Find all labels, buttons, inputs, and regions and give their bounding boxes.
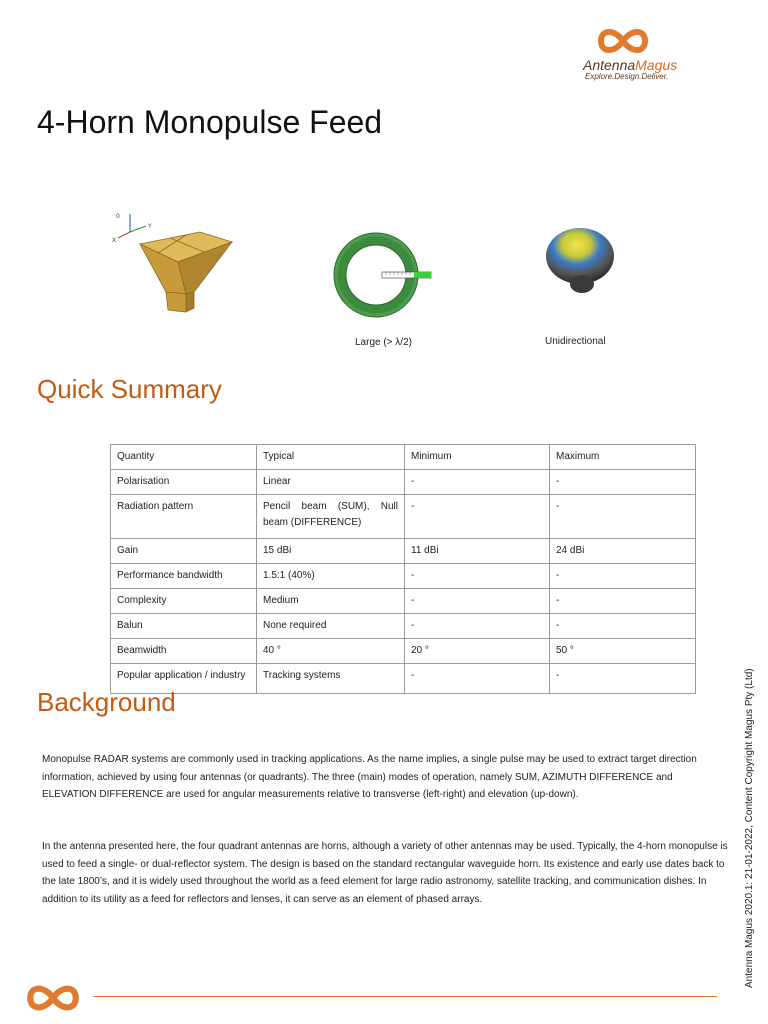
quick-summary-heading: Quick Summary xyxy=(37,374,222,404)
table-cell: - xyxy=(550,564,696,589)
table-header-cell: Quantity xyxy=(111,445,257,470)
table-cell: 1.5:1 (40%) xyxy=(257,564,405,589)
logo-knot-icon xyxy=(593,26,653,56)
table-cell-line: beam (DIFFERENCE) xyxy=(263,517,362,528)
svg-text:X: X xyxy=(112,237,117,244)
table-cell: Tracking systems xyxy=(257,664,405,694)
table-cell: 40 ° xyxy=(257,639,405,664)
table-header-cell: Minimum xyxy=(405,445,550,470)
table-row xyxy=(111,495,696,539)
table-row xyxy=(111,639,696,664)
size-caption: Large (> λ/2) xyxy=(355,337,412,348)
table-cell: Radiation pattern xyxy=(111,495,257,539)
table-cell: Beamwidth xyxy=(111,639,257,664)
table-row xyxy=(111,589,696,614)
table-cell: - xyxy=(405,614,550,639)
page-title: 4-Horn Monopulse Feed xyxy=(37,104,383,140)
background-paragraph-1: Monopulse RADAR systems are commonly used in tracking applications. As the name implies, a single pulse may be used to extract target direction information, achieved by using four antennas (or quadrants). The three (main) modes of operation, namely SUM, AZIMUTH DIFFERENCE and ELEVATION DIFFERENCE are used for angular measurements relative to transverse (left-right) and elevation (up-down). xyxy=(42,754,697,800)
logo-wordmark: AntennaMagus xyxy=(583,57,678,73)
svg-text:0: 0 xyxy=(116,213,120,220)
table-cell: 11 dBi xyxy=(405,539,550,564)
background-heading: Background xyxy=(37,687,176,717)
table-header-cell: Typical xyxy=(257,445,405,470)
table-cell: Gain xyxy=(111,539,257,564)
table-cell: Balun xyxy=(111,614,257,639)
horn-geometry-figure xyxy=(108,200,238,320)
table-cell: 20 ° xyxy=(405,639,550,664)
table-cell: - xyxy=(405,664,550,694)
background-paragraph-2: In the antenna presented here, the four quadrant antennas are horns, although a variety of other antennas may be used. Typically, the 4-horn monopulse is used to feed a single- or dual-reflector system. The design is based on the standard rectangular waveguide horn. Its existence and early use dates back to the late 1800’s, and it is widely used throughout the world as a feed element for large radio astronomy, satellite tracking, and communication dishes. In addition to its utility as a feed for reflectors and lenses, it can serve as an element of phased arrays. xyxy=(42,841,728,905)
footer-logo-icon xyxy=(22,982,84,1019)
table-cell: - xyxy=(405,470,550,495)
table-row xyxy=(111,470,696,495)
table-cell: - xyxy=(550,589,696,614)
table-cell: - xyxy=(405,564,550,589)
radiation-pattern-figure xyxy=(540,222,630,302)
table-cell: Popular application / industry xyxy=(111,664,257,694)
table-header-cell: Maximum xyxy=(550,445,696,470)
direction-caption: Unidirectional xyxy=(545,336,606,347)
table-cell: - xyxy=(550,470,696,495)
table-cell xyxy=(257,495,405,539)
svg-text:Y: Y xyxy=(148,223,152,230)
table-row xyxy=(111,614,696,639)
table-cell: None required xyxy=(257,614,405,639)
antennamagus-logo xyxy=(583,26,703,82)
table-row xyxy=(111,539,696,564)
table-cell: - xyxy=(550,495,696,539)
table-cell: 15 dBi xyxy=(257,539,405,564)
table-row xyxy=(111,564,696,589)
table-cell: Linear xyxy=(257,470,405,495)
copyright-notice: Antenna Magus 2020.1: 21-01-2022, Content Copyright Magus Pty (Ltd) xyxy=(744,668,755,988)
summary-table xyxy=(110,444,696,694)
table-header-row xyxy=(111,445,696,470)
table-cell: Complexity xyxy=(111,589,257,614)
table-cell: 50 ° xyxy=(550,639,696,664)
table-cell: - xyxy=(550,614,696,639)
table-row xyxy=(111,664,696,694)
table-cell: Medium xyxy=(257,589,405,614)
size-ring-figure xyxy=(320,220,445,330)
axes-icon xyxy=(112,213,152,244)
table-cell: Performance bandwidth xyxy=(111,564,257,589)
table-cell: - xyxy=(405,589,550,614)
table-cell: Polarisation xyxy=(111,470,257,495)
table-cell-line: Pencil beam (SUM), Null xyxy=(263,501,398,512)
logo-tagline: Explore.Design.Deliver. xyxy=(585,72,669,81)
table-cell: - xyxy=(405,495,550,539)
footer-divider xyxy=(93,996,717,997)
table-cell: - xyxy=(550,664,696,694)
table-cell: 24 dBi xyxy=(550,539,696,564)
